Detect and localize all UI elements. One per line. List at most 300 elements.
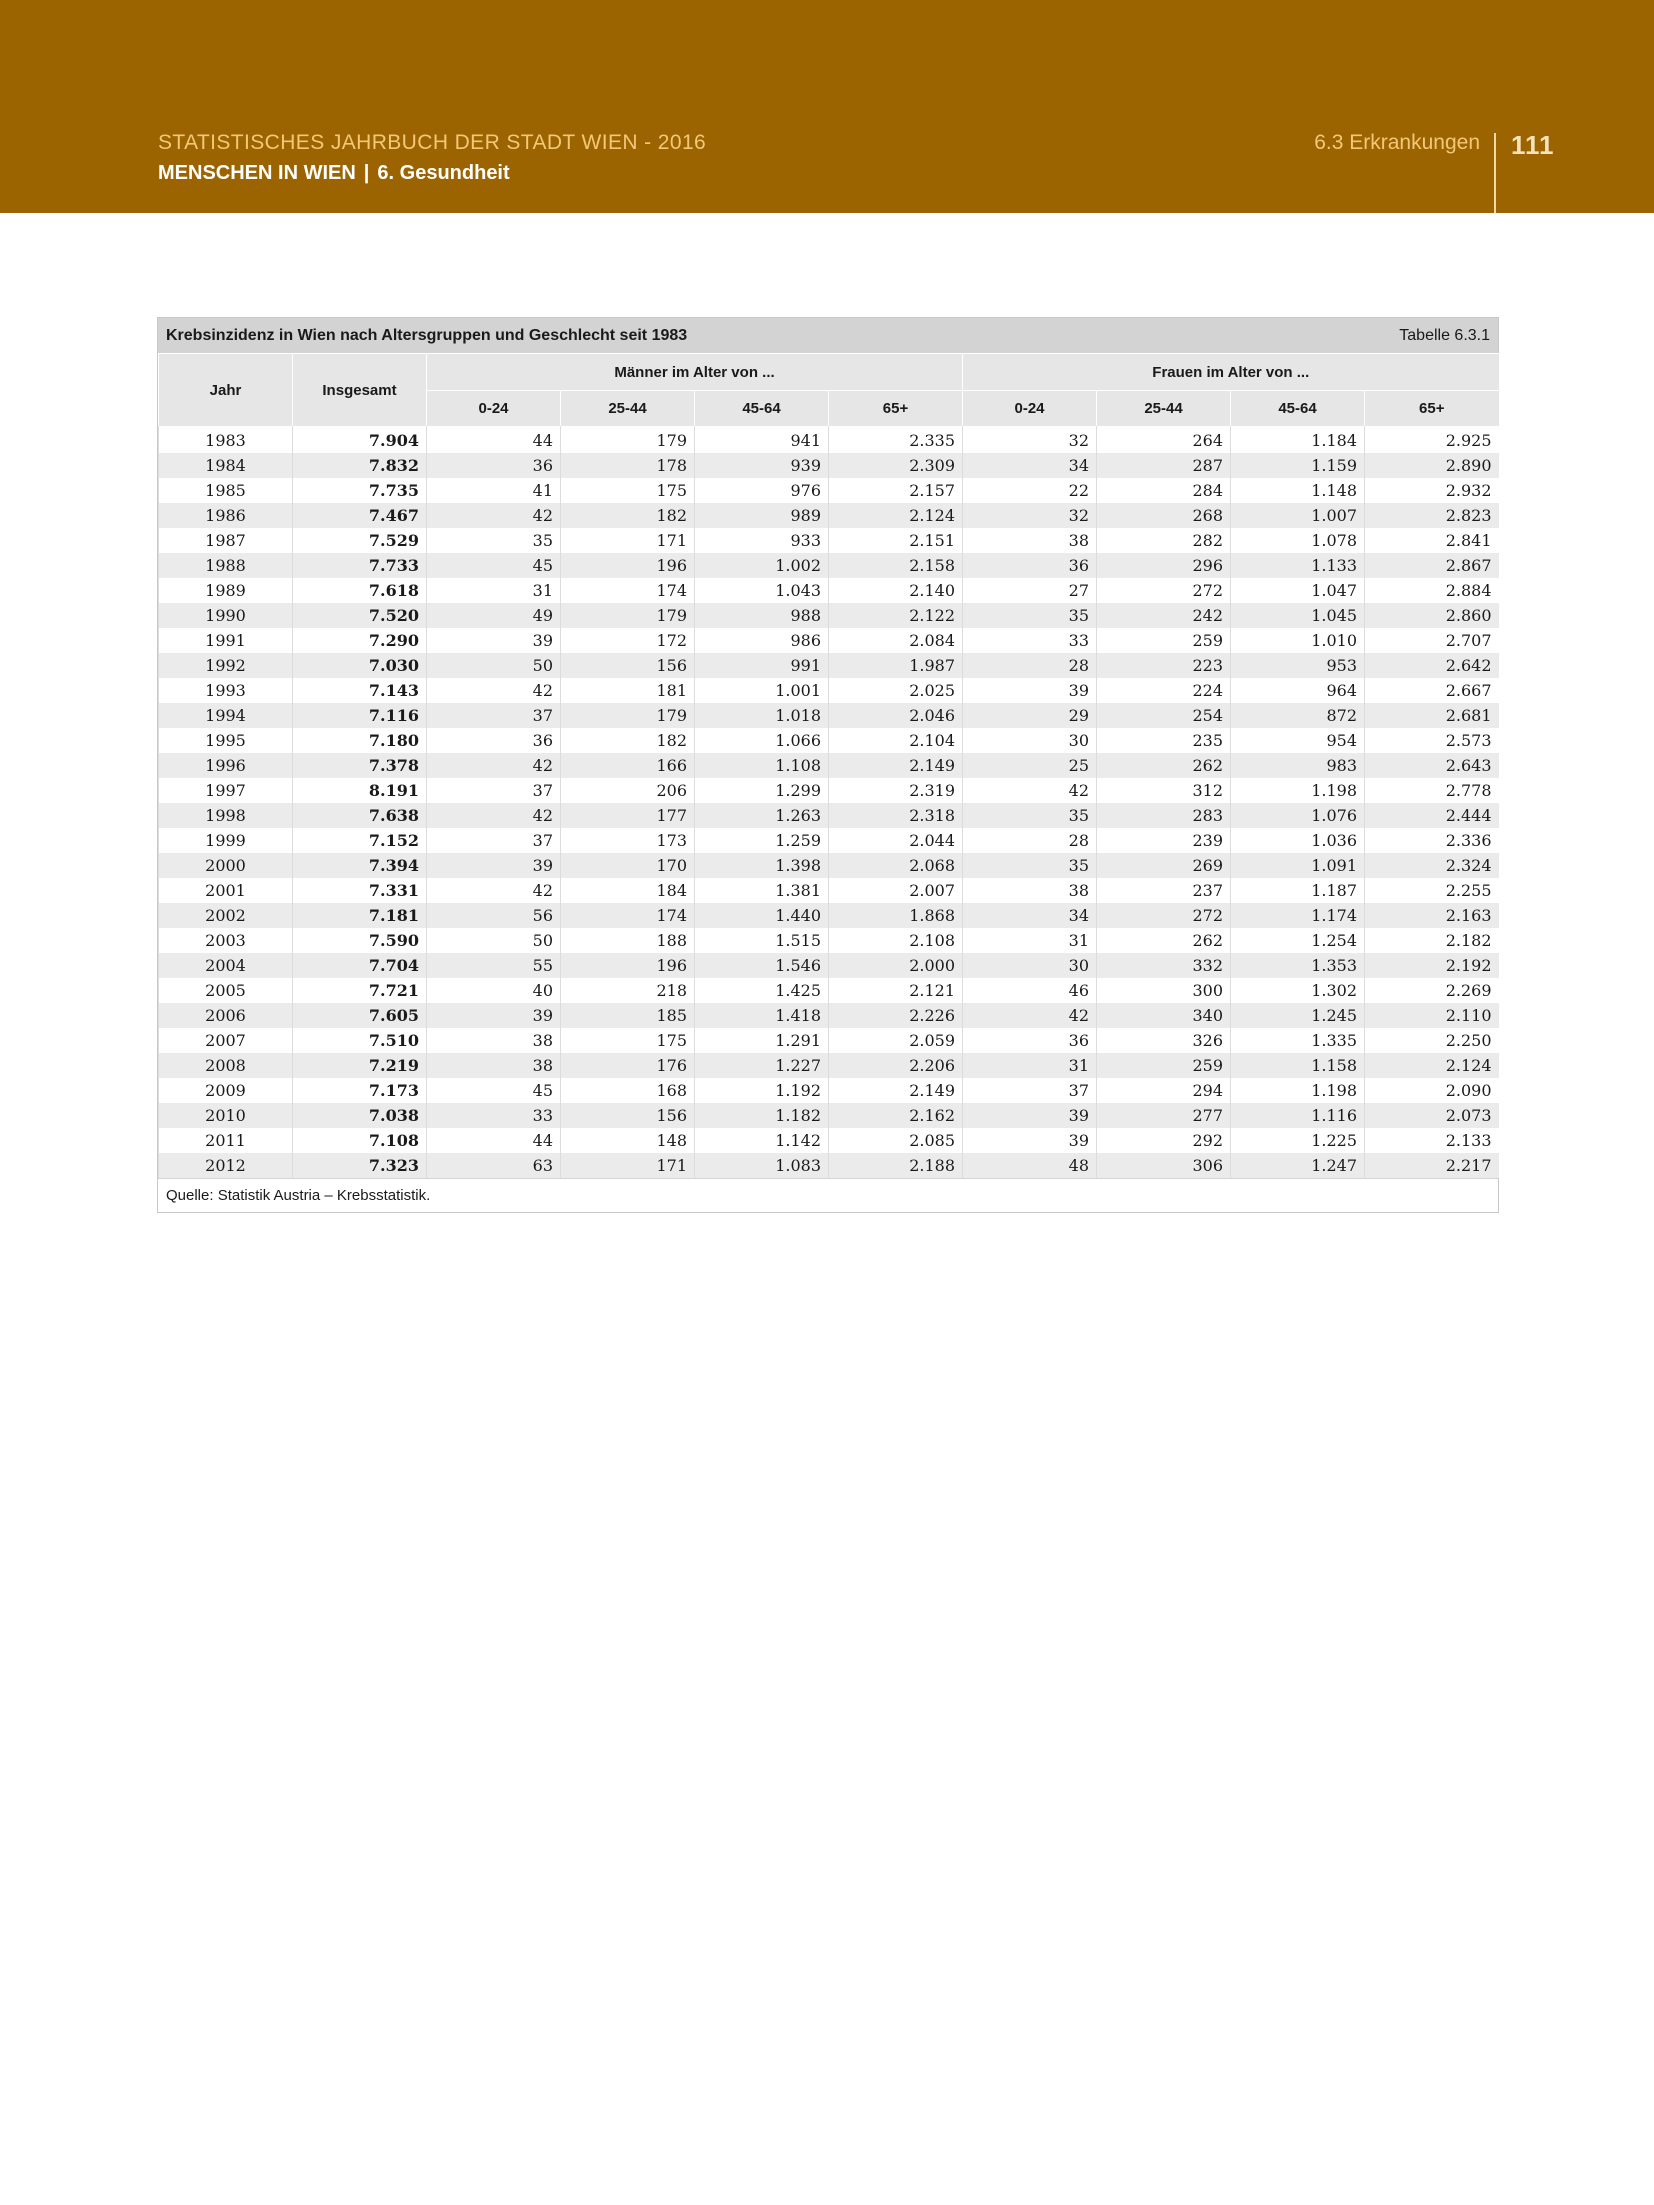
- cell-total: 7.520: [293, 603, 427, 628]
- cell-men-25-44: 166: [561, 753, 695, 778]
- table-row: [159, 828, 1499, 853]
- cell-total: 7.030: [293, 653, 427, 678]
- cell-men-25-44: 218: [561, 978, 695, 1003]
- cell-women-65plus: 2.336: [1365, 828, 1499, 853]
- cell-women-25-44: 287: [1097, 453, 1231, 478]
- cell-women-25-44: 269: [1097, 853, 1231, 878]
- cell-men-45-64: 1.398: [695, 853, 829, 878]
- cell-men-65plus: 2.149: [829, 753, 963, 778]
- cell-total: 7.904: [293, 426, 427, 453]
- cell-women-65plus: 2.890: [1365, 453, 1499, 478]
- cell-total: 7.378: [293, 753, 427, 778]
- cell-total: 7.181: [293, 903, 427, 928]
- cell-women-65plus: 2.073: [1365, 1103, 1499, 1128]
- cell-men-0-24: 63: [427, 1153, 561, 1178]
- cell-men-45-64: 1.425: [695, 978, 829, 1003]
- cell-men-0-24: 49: [427, 603, 561, 628]
- cell-women-0-24: 38: [963, 878, 1097, 903]
- cell-men-0-24: 50: [427, 928, 561, 953]
- cell-women-0-24: 29: [963, 703, 1097, 728]
- cell-men-45-64: 1.108: [695, 753, 829, 778]
- cell-year: 1983: [159, 426, 293, 453]
- cell-year: 1984: [159, 453, 293, 478]
- cell-women-45-64: 1.187: [1231, 878, 1365, 903]
- cell-men-0-24: 37: [427, 828, 561, 853]
- cell-women-65plus: 2.255: [1365, 878, 1499, 903]
- cell-women-65plus: 2.182: [1365, 928, 1499, 953]
- cell-women-45-64: 953: [1231, 653, 1365, 678]
- table-row: [159, 928, 1499, 953]
- cell-women-25-44: 326: [1097, 1028, 1231, 1053]
- cancer-incidence-table: [158, 353, 1499, 1178]
- table-row: [159, 628, 1499, 653]
- cell-men-65plus: 2.122: [829, 603, 963, 628]
- cell-women-65plus: 2.642: [1365, 653, 1499, 678]
- table-row: [159, 853, 1499, 878]
- cell-women-0-24: 35: [963, 853, 1097, 878]
- cell-women-65plus: 2.925: [1365, 426, 1499, 453]
- cell-women-65plus: 2.681: [1365, 703, 1499, 728]
- cell-men-25-44: 181: [561, 678, 695, 703]
- cell-women-0-24: 22: [963, 478, 1097, 503]
- cell-total: 7.219: [293, 1053, 427, 1078]
- cell-women-0-24: 42: [963, 1003, 1097, 1028]
- cell-women-25-44: 277: [1097, 1103, 1231, 1128]
- cell-total: 7.038: [293, 1103, 427, 1128]
- cell-women-45-64: 1.045: [1231, 603, 1365, 628]
- cell-women-65plus: 2.192: [1365, 953, 1499, 978]
- cell-men-25-44: 171: [561, 1153, 695, 1178]
- cell-men-45-64: 1.299: [695, 778, 829, 803]
- table-row: [159, 478, 1499, 503]
- cell-year: 1992: [159, 653, 293, 678]
- table-row: [159, 678, 1499, 703]
- cell-men-0-24: 42: [427, 878, 561, 903]
- cell-men-25-44: 174: [561, 578, 695, 603]
- cell-men-65plus: 2.149: [829, 1078, 963, 1103]
- table-row: [159, 1103, 1499, 1128]
- section-label: MENSCHEN IN WIEN: [158, 162, 356, 184]
- cell-men-25-44: 184: [561, 878, 695, 903]
- cell-men-0-24: 38: [427, 1053, 561, 1078]
- cell-men-0-24: 45: [427, 1078, 561, 1103]
- cell-year: 1986: [159, 503, 293, 528]
- cell-women-45-64: 1.091: [1231, 853, 1365, 878]
- cell-women-65plus: 2.707: [1365, 628, 1499, 653]
- cell-men-45-64: 1.182: [695, 1103, 829, 1128]
- cell-men-65plus: 2.140: [829, 578, 963, 603]
- cell-women-25-44: 284: [1097, 478, 1231, 503]
- cell-women-0-24: 27: [963, 578, 1097, 603]
- cell-women-45-64: 1.036: [1231, 828, 1365, 853]
- cell-men-25-44: 170: [561, 853, 695, 878]
- cell-year: 2009: [159, 1078, 293, 1103]
- cell-men-25-44: 148: [561, 1128, 695, 1153]
- cell-men-25-44: 179: [561, 603, 695, 628]
- cell-women-25-44: 259: [1097, 1053, 1231, 1078]
- cell-year: 1987: [159, 528, 293, 553]
- cell-men-0-24: 39: [427, 1003, 561, 1028]
- cell-total: 7.173: [293, 1078, 427, 1103]
- cell-total: 7.467: [293, 503, 427, 528]
- cell-total: 7.704: [293, 953, 427, 978]
- cell-men-65plus: 1.987: [829, 653, 963, 678]
- cell-year: 1995: [159, 728, 293, 753]
- cell-women-0-24: 30: [963, 953, 1097, 978]
- cell-women-65plus: 2.324: [1365, 853, 1499, 878]
- cell-men-0-24: 55: [427, 953, 561, 978]
- cell-women-65plus: 2.573: [1365, 728, 1499, 753]
- cell-women-45-64: 964: [1231, 678, 1365, 703]
- cell-men-45-64: 1.001: [695, 678, 829, 703]
- cell-men-65plus: 2.162: [829, 1103, 963, 1128]
- table-row: [159, 603, 1499, 628]
- cell-women-65plus: 2.163: [1365, 903, 1499, 928]
- cell-men-25-44: 196: [561, 953, 695, 978]
- cell-men-25-44: 156: [561, 653, 695, 678]
- cell-women-25-44: 224: [1097, 678, 1231, 703]
- cell-women-0-24: 42: [963, 778, 1097, 803]
- cell-men-25-44: 196: [561, 553, 695, 578]
- cell-men-25-44: 176: [561, 1053, 695, 1078]
- table-row: [159, 1053, 1499, 1078]
- table-row: [159, 553, 1499, 578]
- cell-women-45-64: 1.078: [1231, 528, 1365, 553]
- cell-total: 7.152: [293, 828, 427, 853]
- cell-women-45-64: 1.116: [1231, 1103, 1365, 1128]
- cell-year: 2008: [159, 1053, 293, 1078]
- cell-women-45-64: 872: [1231, 703, 1365, 728]
- cell-men-45-64: 1.002: [695, 553, 829, 578]
- header-men-65plus: 65+: [829, 391, 963, 427]
- cell-women-0-24: 37: [963, 1078, 1097, 1103]
- table-row: [159, 426, 1499, 453]
- section-breadcrumb: [158, 162, 510, 185]
- cell-total: 7.721: [293, 978, 427, 1003]
- cell-women-25-44: 262: [1097, 928, 1231, 953]
- table-row: [159, 903, 1499, 928]
- cell-women-65plus: 2.667: [1365, 678, 1499, 703]
- cell-men-45-64: 1.546: [695, 953, 829, 978]
- cell-men-65plus: 2.319: [829, 778, 963, 803]
- cell-year: 1991: [159, 628, 293, 653]
- cell-women-25-44: 296: [1097, 553, 1231, 578]
- cell-total: 7.590: [293, 928, 427, 953]
- cell-women-45-64: 1.047: [1231, 578, 1365, 603]
- cell-women-0-24: 39: [963, 678, 1097, 703]
- cell-men-25-44: 171: [561, 528, 695, 553]
- cell-total: 7.605: [293, 1003, 427, 1028]
- cell-men-45-64: 1.440: [695, 903, 829, 928]
- table-row: [159, 1128, 1499, 1153]
- table-row: [159, 778, 1499, 803]
- cell-women-65plus: 2.269: [1365, 978, 1499, 1003]
- cell-women-25-44: 312: [1097, 778, 1231, 803]
- cell-men-45-64: 986: [695, 628, 829, 653]
- cell-women-0-24: 28: [963, 653, 1097, 678]
- cell-total: 7.116: [293, 703, 427, 728]
- table-caption-bar: [158, 318, 1498, 353]
- cell-total: 7.529: [293, 528, 427, 553]
- cell-women-65plus: 2.133: [1365, 1128, 1499, 1153]
- cell-women-25-44: 292: [1097, 1128, 1231, 1153]
- cell-men-65plus: 2.085: [829, 1128, 963, 1153]
- header-women-25-44: 25-44: [1097, 391, 1231, 427]
- cell-year: 2003: [159, 928, 293, 953]
- cell-year: 2010: [159, 1103, 293, 1128]
- cell-women-65plus: 2.823: [1365, 503, 1499, 528]
- cell-total: 7.832: [293, 453, 427, 478]
- cell-women-65plus: 2.250: [1365, 1028, 1499, 1053]
- cell-women-45-64: 983: [1231, 753, 1365, 778]
- cell-men-45-64: 1.259: [695, 828, 829, 853]
- cell-women-25-44: 332: [1097, 953, 1231, 978]
- header-total: Insgesamt: [293, 354, 427, 427]
- cell-women-25-44: 272: [1097, 578, 1231, 603]
- cell-year: 1994: [159, 703, 293, 728]
- cell-women-45-64: 1.198: [1231, 1078, 1365, 1103]
- cell-men-65plus: 2.044: [829, 828, 963, 853]
- table-row: [159, 1078, 1499, 1103]
- cell-women-25-44: 283: [1097, 803, 1231, 828]
- header-women-0-24: 0-24: [963, 391, 1097, 427]
- cell-men-65plus: 2.046: [829, 703, 963, 728]
- cell-men-65plus: 2.309: [829, 453, 963, 478]
- cell-women-0-24: 28: [963, 828, 1097, 853]
- cell-men-65plus: 2.158: [829, 553, 963, 578]
- cell-men-65plus: 2.124: [829, 503, 963, 528]
- cell-men-25-44: 168: [561, 1078, 695, 1103]
- table-row: [159, 653, 1499, 678]
- cell-men-0-24: 37: [427, 778, 561, 803]
- cell-men-25-44: 179: [561, 703, 695, 728]
- cell-men-45-64: 976: [695, 478, 829, 503]
- cell-men-65plus: 2.206: [829, 1053, 963, 1078]
- cell-men-0-24: 36: [427, 728, 561, 753]
- table-row: [159, 1028, 1499, 1053]
- cell-women-45-64: 1.076: [1231, 803, 1365, 828]
- cell-men-45-64: 1.263: [695, 803, 829, 828]
- cell-women-45-64: 1.254: [1231, 928, 1365, 953]
- cell-men-25-44: 174: [561, 903, 695, 928]
- cell-men-45-64: 1.083: [695, 1153, 829, 1178]
- cell-women-65plus: 2.860: [1365, 603, 1499, 628]
- cell-men-45-64: 933: [695, 528, 829, 553]
- cell-women-45-64: 1.302: [1231, 978, 1365, 1003]
- cell-men-65plus: 2.335: [829, 426, 963, 453]
- cell-men-45-64: 939: [695, 453, 829, 478]
- cell-men-45-64: 1.192: [695, 1078, 829, 1103]
- cell-year: 1998: [159, 803, 293, 828]
- cell-men-65plus: 2.318: [829, 803, 963, 828]
- cell-men-45-64: 1.142: [695, 1128, 829, 1153]
- cell-total: 7.394: [293, 853, 427, 878]
- cell-women-25-44: 268: [1097, 503, 1231, 528]
- table-row: [159, 978, 1499, 1003]
- cell-men-65plus: 2.059: [829, 1028, 963, 1053]
- cell-men-45-64: 988: [695, 603, 829, 628]
- header-group-men: Männer im Alter von ...: [427, 354, 963, 391]
- cell-men-45-64: 1.043: [695, 578, 829, 603]
- cell-men-0-24: 36: [427, 453, 561, 478]
- cell-men-25-44: 175: [561, 478, 695, 503]
- table-row: [159, 528, 1499, 553]
- cell-men-0-24: 38: [427, 1028, 561, 1053]
- chapter-label: 6. Gesundheit: [377, 162, 510, 184]
- table-row: [159, 753, 1499, 778]
- cell-women-25-44: 282: [1097, 528, 1231, 553]
- cell-men-65plus: 2.068: [829, 853, 963, 878]
- cell-men-0-24: 35: [427, 528, 561, 553]
- data-table-container: [157, 317, 1499, 1213]
- cell-men-25-44: 175: [561, 1028, 695, 1053]
- cell-women-45-64: 1.148: [1231, 478, 1365, 503]
- cell-year: 2005: [159, 978, 293, 1003]
- cell-total: 7.323: [293, 1153, 427, 1178]
- cell-women-25-44: 239: [1097, 828, 1231, 853]
- publication-title: STATISTISCHES JAHRBUCH DER STADT WIEN - 2016: [158, 131, 707, 154]
- cell-men-45-64: 941: [695, 426, 829, 453]
- cell-year: 2007: [159, 1028, 293, 1053]
- cell-year: 2006: [159, 1003, 293, 1028]
- cell-men-25-44: 179: [561, 426, 695, 453]
- cell-men-25-44: 182: [561, 503, 695, 528]
- cell-total: 7.180: [293, 728, 427, 753]
- cell-men-0-24: 37: [427, 703, 561, 728]
- cell-men-0-24: 50: [427, 653, 561, 678]
- cell-men-65plus: 2.151: [829, 528, 963, 553]
- cell-men-0-24: 42: [427, 803, 561, 828]
- cell-men-65plus: 2.226: [829, 1003, 963, 1028]
- cell-men-45-64: 1.018: [695, 703, 829, 728]
- cell-women-0-24: 39: [963, 1103, 1097, 1128]
- cell-women-0-24: 34: [963, 903, 1097, 928]
- header-divider: [1494, 133, 1496, 213]
- cell-total: 8.191: [293, 778, 427, 803]
- cell-men-65plus: 2.084: [829, 628, 963, 653]
- cell-women-65plus: 2.110: [1365, 1003, 1499, 1028]
- cell-men-25-44: 188: [561, 928, 695, 953]
- cell-women-0-24: 32: [963, 503, 1097, 528]
- cell-women-45-64: 1.184: [1231, 426, 1365, 453]
- cell-men-65plus: 2.104: [829, 728, 963, 753]
- cell-women-0-24: 30: [963, 728, 1097, 753]
- cell-men-45-64: 989: [695, 503, 829, 528]
- cell-women-0-24: 48: [963, 1153, 1097, 1178]
- cell-men-25-44: 182: [561, 728, 695, 753]
- cell-total: 7.290: [293, 628, 427, 653]
- cell-men-0-24: 42: [427, 678, 561, 703]
- table-row: [159, 803, 1499, 828]
- cell-women-0-24: 31: [963, 1053, 1097, 1078]
- header-women-45-64: 45-64: [1231, 391, 1365, 427]
- table-row: [159, 1003, 1499, 1028]
- cell-women-65plus: 2.090: [1365, 1078, 1499, 1103]
- breadcrumb-separator: |: [363, 162, 370, 184]
- cell-women-45-64: 1.159: [1231, 453, 1365, 478]
- cell-men-25-44: 177: [561, 803, 695, 828]
- table-reference: Tabelle 6.3.1: [1399, 326, 1490, 344]
- table-row: [159, 703, 1499, 728]
- cell-women-25-44: 254: [1097, 703, 1231, 728]
- cell-women-0-24: 35: [963, 803, 1097, 828]
- cell-women-45-64: 1.174: [1231, 903, 1365, 928]
- cell-women-65plus: 2.841: [1365, 528, 1499, 553]
- cell-men-65plus: 2.188: [829, 1153, 963, 1178]
- header-men-25-44: 25-44: [561, 391, 695, 427]
- table-title: Krebsinzidenz in Wien nach Altersgruppen und Geschlecht seit 1983: [166, 326, 688, 344]
- cell-men-65plus: 2.108: [829, 928, 963, 953]
- cell-year: 2002: [159, 903, 293, 928]
- table-source: Quelle: Statistik Austria – Krebsstatistik.: [158, 1178, 1498, 1212]
- cell-women-25-44: 294: [1097, 1078, 1231, 1103]
- cell-men-0-24: 56: [427, 903, 561, 928]
- cell-women-25-44: 259: [1097, 628, 1231, 653]
- cell-women-65plus: 2.884: [1365, 578, 1499, 603]
- cell-men-0-24: 31: [427, 578, 561, 603]
- cell-year: 2004: [159, 953, 293, 978]
- cell-men-0-24: 42: [427, 503, 561, 528]
- header-year: Jahr: [159, 354, 293, 427]
- cell-men-45-64: 1.291: [695, 1028, 829, 1053]
- table-row: [159, 728, 1499, 753]
- cell-year: 1996: [159, 753, 293, 778]
- cell-women-65plus: 2.932: [1365, 478, 1499, 503]
- header-women-65plus: 65+: [1365, 391, 1499, 427]
- cell-men-0-24: 44: [427, 426, 561, 453]
- cell-women-0-24: 36: [963, 1028, 1097, 1053]
- cell-total: 7.108: [293, 1128, 427, 1153]
- cell-men-45-64: 1.227: [695, 1053, 829, 1078]
- cell-women-25-44: 272: [1097, 903, 1231, 928]
- table-row: [159, 953, 1499, 978]
- cell-men-25-44: 172: [561, 628, 695, 653]
- cell-women-45-64: 1.225: [1231, 1128, 1365, 1153]
- cell-women-0-24: 25: [963, 753, 1097, 778]
- cell-women-25-44: 237: [1097, 878, 1231, 903]
- cell-women-0-24: 33: [963, 628, 1097, 653]
- cell-men-25-44: 206: [561, 778, 695, 803]
- cell-women-0-24: 36: [963, 553, 1097, 578]
- table-row: [159, 453, 1499, 478]
- cell-women-0-24: 31: [963, 928, 1097, 953]
- cell-year: 1989: [159, 578, 293, 603]
- cell-year: 1997: [159, 778, 293, 803]
- cell-women-45-64: 1.133: [1231, 553, 1365, 578]
- cell-women-25-44: 262: [1097, 753, 1231, 778]
- cell-women-45-64: 1.010: [1231, 628, 1365, 653]
- cell-women-0-24: 39: [963, 1128, 1097, 1153]
- cell-year: 1999: [159, 828, 293, 853]
- cell-women-65plus: 2.867: [1365, 553, 1499, 578]
- header-group-women: Frauen im Alter von ...: [963, 354, 1499, 391]
- cell-year: 1985: [159, 478, 293, 503]
- cell-men-65plus: 2.000: [829, 953, 963, 978]
- cell-total: 7.618: [293, 578, 427, 603]
- cell-women-65plus: 2.217: [1365, 1153, 1499, 1178]
- cell-women-45-64: 1.247: [1231, 1153, 1365, 1178]
- cell-women-0-24: 38: [963, 528, 1097, 553]
- cell-men-45-64: 1.066: [695, 728, 829, 753]
- table-row: [159, 878, 1499, 903]
- cell-women-45-64: 1.335: [1231, 1028, 1365, 1053]
- cell-women-0-24: 34: [963, 453, 1097, 478]
- cell-men-65plus: 2.025: [829, 678, 963, 703]
- cell-men-0-24: 39: [427, 628, 561, 653]
- cell-women-45-64: 954: [1231, 728, 1365, 753]
- cell-women-65plus: 2.643: [1365, 753, 1499, 778]
- cell-women-65plus: 2.444: [1365, 803, 1499, 828]
